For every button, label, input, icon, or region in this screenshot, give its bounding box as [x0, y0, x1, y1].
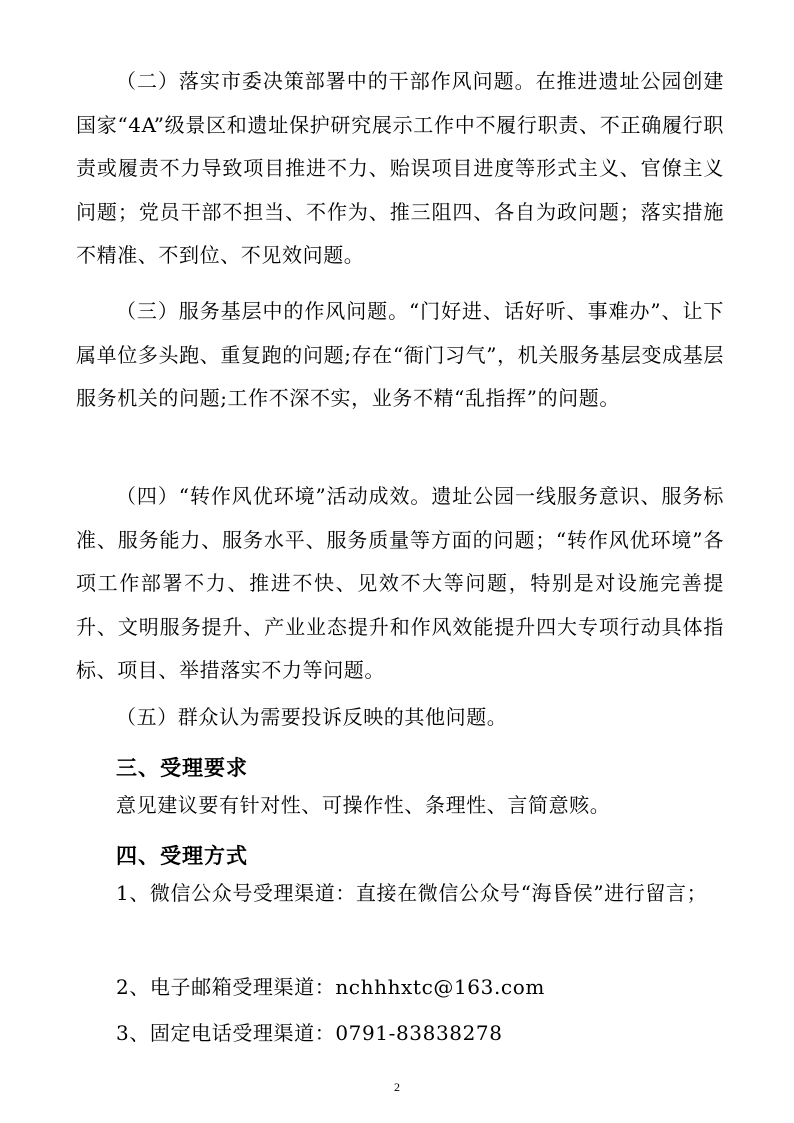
paragraph-other-issues: （五）群众认为需要投诉反映的其他问题。	[116, 705, 508, 729]
section-heading-acceptance-requirements: 三、受理要求	[116, 756, 248, 780]
method-wechat: 1、微信公众号受理渠道：直接在微信公众号“海昏侯”进行留言；	[116, 881, 708, 905]
paragraph-activity-effectiveness: （四）“转作风优环境”活动成效。遗址公园一线服务意识、服务标准、服务能力、服务水平、服务质量等方面的问题；“转作风优环境”各项工作部署不力、推进不快、见效不大等问题，特别是对设施完善提升、文明服务提升、产业业态提升和作风效能提升四大专项行动具体指标、项目、举措落实不力等问题。	[76, 484, 724, 682]
paragraph-cadre-style-issues: （二）落实市委决策部署中的干部作风问题。在推进遗址公园创建国家“4A”级景区和遗址保护研究展示工作中不履行职责、不正确履行职责或履责不力导致项目推进不力、贻误项目进度等形式主义、官僚主义问题；党员干部不担当、不作为、推三阻四、各自为政问题；落实措施不精准、不到位、不见效问题。	[76, 69, 724, 267]
section-heading-acceptance-methods: 四、受理方式	[116, 844, 248, 868]
acceptance-requirements-text: 意见建议要有针对性、可操作性、条理性、言简意赅。	[116, 793, 611, 817]
method-telephone: 3、固定电话受理渠道：0791-83838278	[116, 1021, 503, 1045]
method-email: 2、电子邮箱受理渠道：nchhhxtc@163.com	[116, 975, 545, 999]
page-number: 2	[394, 1080, 400, 1094]
paragraph-grassroots-service-issues: （三）服务基层中的作风问题。“门好进、话好听、事难办”、让下属单位多头跑、重复跑的问题;存在“衙门习气”，机关服务基层变成基层服务机关的问题;工作不深不实，业务不精“乱指挥”的问题。	[76, 299, 724, 410]
